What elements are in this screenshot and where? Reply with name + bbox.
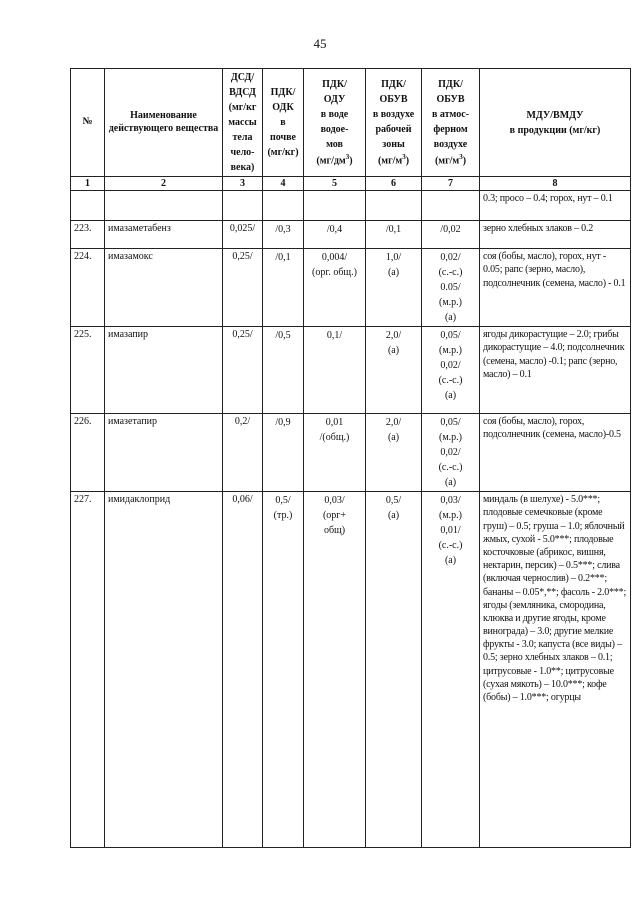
soil-cell: /0,1	[263, 249, 304, 327]
atm-air-cell: /0,02	[422, 221, 480, 249]
col-number: 8	[480, 177, 631, 191]
work-air-cell: 2,0/ (а)	[366, 327, 422, 414]
header-dsd: ДСД/ ВДСД (мг/кг массы тела чело- века)	[223, 69, 263, 177]
header-name: Наименование действующего вещества	[105, 69, 223, 177]
column-number-row	[71, 177, 631, 191]
substance-name: имидаклоприд	[105, 492, 223, 848]
atm-air-cell: 0,05/ (м.р.) 0,02/ (с.-с.) (а)	[422, 327, 480, 414]
water-cell: 0,1/	[304, 327, 366, 414]
dsd-cell: 0,2/	[223, 414, 263, 492]
table-row	[71, 327, 631, 414]
substance-name: имазапир	[105, 327, 223, 414]
soil-cell: /0,5	[263, 327, 304, 414]
header-atm-air: ПДК/ ОБУВ в атмос- ферном воздухе $(мг/м^3)$	[422, 69, 480, 177]
table-row	[71, 492, 631, 848]
row-number: 225.	[71, 327, 105, 414]
water-cell: 0,03/ (орг+ общ)	[304, 492, 366, 848]
header-work-air: ПДК/ ОБУВ в воздухе рабочей зоны $(мг/м^3)$	[366, 69, 422, 177]
work-air-cell: 0,5/ (а)	[366, 492, 422, 848]
col-number: 6	[366, 177, 422, 191]
table-row	[71, 249, 631, 327]
soil-cell: /0,3	[263, 221, 304, 249]
header-mrl: МДУ/ВМДУ в продукции (мг/кг)	[480, 69, 631, 177]
page-number: 45	[313, 36, 327, 51]
header-water: ПДК/ ОДУ в воде водое- мов $(мг/дм^3)$	[304, 69, 366, 177]
soil-cell: /0,9	[263, 414, 304, 492]
dsd-cell: 0,025/	[223, 221, 263, 249]
mrl-cell: ягоды дикорастущие – 2.0; грибы дикорастущие – 4.0; подсолнечник (семена, масло) -0.1; рапс (зерно, масло) – 0.1	[480, 327, 631, 414]
mrl-cell: зерно хлебных злаков – 0.2	[480, 221, 631, 249]
atm-air-cell: 0,03/ (м.р.) 0,01/ (с.-с.) (а)	[422, 492, 480, 848]
col-number: 7	[422, 177, 480, 191]
row-number: 227.	[71, 492, 105, 848]
substance-name: имазамокс	[105, 249, 223, 327]
water-cell: 0,01 /(общ.)	[304, 414, 366, 492]
dsd-cell: 0,25/	[223, 249, 263, 327]
col-number: 3	[223, 177, 263, 191]
header-soil: ПДК/ ОДК в почве (мг/кг)	[263, 69, 304, 177]
header-row	[71, 69, 631, 177]
header-num: №	[71, 69, 105, 177]
atm-air-cell: 0,05/ (м.р.) 0,02/ (с.-с.) (а)	[422, 414, 480, 492]
col-number: 4	[263, 177, 304, 191]
regulation-table	[70, 68, 631, 848]
table-row	[71, 414, 631, 492]
work-air-cell: 1,0/ (а)	[366, 249, 422, 327]
substance-name: имазаметабенз	[105, 221, 223, 249]
mrl-cell: соя (бобы, масло), горох, подсолнечник (семена, масло)-0.5	[480, 414, 631, 492]
mrl-cell: соя (бобы, масло), горох, нут - 0.05; рапс (зерно, масло), подсолнечник (семена, масло) - 0.1	[480, 249, 631, 327]
mrl-cell: 0.3; просо – 0.4; горох, нут – 0.1	[480, 191, 631, 221]
dsd-cell: 0,25/	[223, 327, 263, 414]
row-number: 223.	[71, 221, 105, 249]
water-cell: /0,4	[304, 221, 366, 249]
work-air-cell: /0,1	[366, 221, 422, 249]
table-row	[71, 221, 631, 249]
water-cell: 0,004/ (орг. общ.)	[304, 249, 366, 327]
dsd-cell: 0,06/	[223, 492, 263, 848]
mrl-cell: миндаль (в шелухе) - 5.0***; плодовые семечковые (кроме груш) – 0.5; груша – 1.0; яблочный жмых, сухой - 5.0***; плодовые косточковые (абрикос, вишня, нектарин, персик) – 0.5***; слива (включая чернослив) – 0.2***; бананы – 0.05*,**; фасоль - 2.0***; ягоды (земляника, смородина, клюква и другие ягоды, кроме винограда) – 3.0; другие мелкие фрукты - 3.0; капуста (все виды) – 0.5; зерно хлебных злаков – 0.1; цитрусовые - 1.0**; цитрусовые (сухая мякоть) – 10.0***; кофе (бобы) – 1.0***; огурцы	[480, 492, 631, 848]
row-number: 224.	[71, 249, 105, 327]
substance-name: имазетапир	[105, 414, 223, 492]
continuation-row	[71, 191, 631, 221]
col-number: 5	[304, 177, 366, 191]
atm-air-cell: 0,02/ (с.-с.) 0.05/ (м.р.) (а)	[422, 249, 480, 327]
row-number: 226.	[71, 414, 105, 492]
col-number: 2	[105, 177, 223, 191]
work-air-cell: 2,0/ (а)	[366, 414, 422, 492]
col-number: 1	[71, 177, 105, 191]
soil-cell: 0,5/ (тр.)	[263, 492, 304, 848]
